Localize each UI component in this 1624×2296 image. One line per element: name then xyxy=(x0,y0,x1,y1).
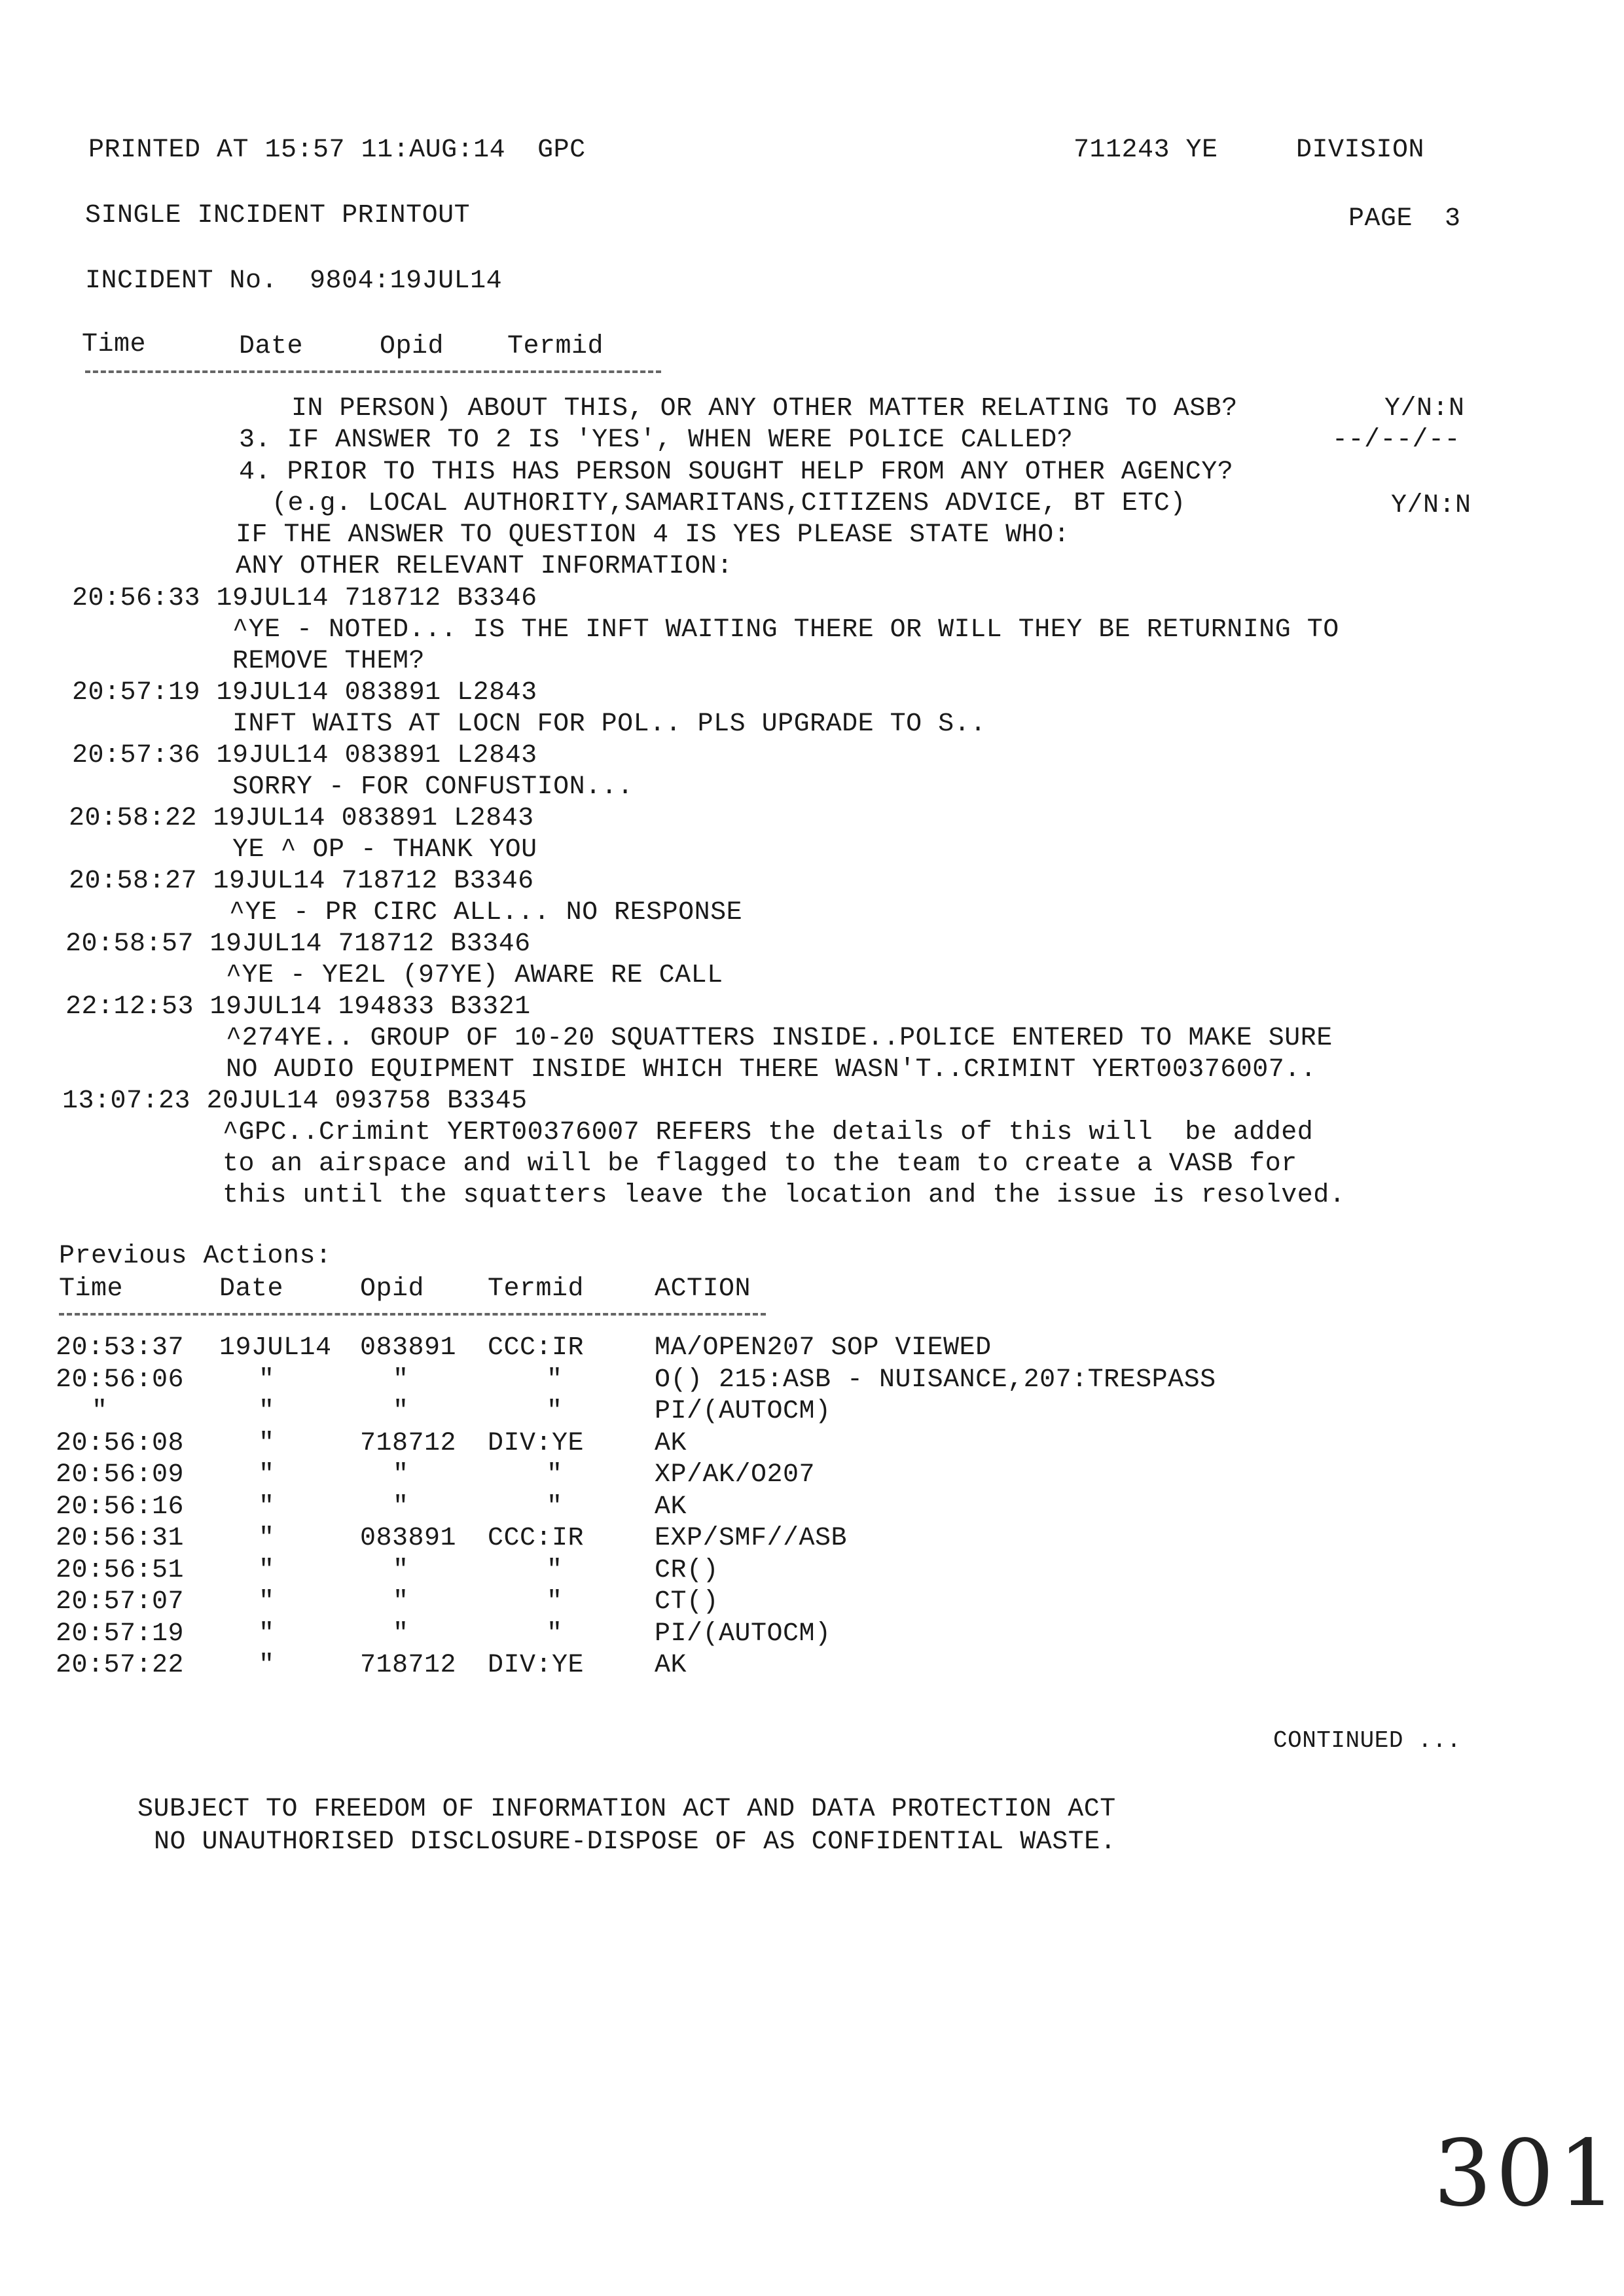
log-entry-stamp: 20:57:19 19JUL14 083891 L2843 xyxy=(72,678,537,708)
action-cell-time: 20:56:31 xyxy=(56,1524,185,1553)
action-cell-termid: " xyxy=(547,1460,563,1490)
continued-label: CONTINUED ... xyxy=(1273,1727,1462,1754)
action-cell-action: PI/(AUTOCM) xyxy=(655,1619,831,1649)
actions-col-time: Time xyxy=(59,1274,124,1304)
log-entry-text: ^YE - NOTED... IS THE INFT WAITING THERE OR WILL THEY BE RETURNING TO xyxy=(232,615,1339,645)
log-entry-stamp: 20:58:27 19JUL14 718712 B3346 xyxy=(69,867,534,896)
action-cell-action: O() 215:ASB - NUISANCE,207:TRESPASS xyxy=(655,1365,1216,1395)
action-cell-opid: 083891 xyxy=(360,1333,457,1363)
action-cell-time: 20:56:51 xyxy=(56,1555,185,1585)
action-cell-opid: " xyxy=(393,1460,409,1490)
action-cell-opid: " xyxy=(393,1587,409,1617)
question-line: 4. PRIOR TO THIS HAS PERSON SOUGHT HELP FROM ANY OTHER AGENCY? xyxy=(239,457,1234,487)
action-cell-termid: " xyxy=(547,1492,563,1522)
action-cell-termid: DIV:YE xyxy=(488,1428,585,1458)
question-line: IN PERSON) ABOUT THIS, OR ANY OTHER MATTER RELATING TO ASB? xyxy=(291,394,1238,423)
incident-number: INCIDENT No. 9804:19JUL14 xyxy=(85,266,503,296)
action-cell-termid: " xyxy=(547,1365,563,1395)
actions-col-termid: Termid xyxy=(488,1274,585,1304)
action-cell-date: " xyxy=(259,1555,275,1585)
action-cell-date: " xyxy=(259,1587,275,1617)
footer-notice-line: NO UNAUTHORISED DISCLOSURE-DISPOSE OF AS CONFIDENTIAL WASTE. xyxy=(154,1827,1117,1857)
previous-actions-heading: Previous Actions: xyxy=(59,1242,332,1271)
log-entry-text: ^YE - PR CIRC ALL... NO RESPONSE xyxy=(229,898,743,927)
division-label: DIVISION xyxy=(1296,135,1425,165)
log-entry-stamp: 22:12:53 19JUL14 194833 B3321 xyxy=(65,992,531,1022)
log-entry-stamp: 20:57:36 19JUL14 083891 L2843 xyxy=(72,741,537,770)
action-cell-termid: " xyxy=(547,1555,563,1585)
action-cell-date: " xyxy=(259,1365,275,1395)
action-cell-date: " xyxy=(259,1428,275,1458)
log-entry-stamp: 20:56:33 19JUL14 718712 B3346 xyxy=(72,584,537,613)
question-line: 3. IF ANSWER TO 2 IS 'YES', WHEN WERE POLICE CALLED? xyxy=(239,425,1074,455)
action-cell-date: " xyxy=(259,1619,275,1649)
actions-header-rule xyxy=(59,1309,766,1316)
question-answer: --/--/-- xyxy=(1332,425,1461,455)
log-entry-text: NO AUDIO EQUIPMENT INSIDE WHICH THERE WASN'T..CRIMINT YERT00376007.. xyxy=(226,1055,1317,1085)
log-entry-text: REMOVE THEM? xyxy=(232,647,425,676)
action-cell-opid: 083891 xyxy=(360,1524,457,1553)
action-cell-date: " xyxy=(259,1492,275,1522)
log-header-rule xyxy=(85,367,661,373)
action-cell-termid: " xyxy=(547,1397,563,1426)
action-cell-date: " xyxy=(259,1651,275,1680)
question-line: (e.g. LOCAL AUTHORITY,SAMARITANS,CITIZENS ADVICE, BT ETC) xyxy=(272,489,1186,518)
handwritten-page-number: 301 xyxy=(1434,2121,1621,2227)
reference-number: 711243 YE xyxy=(1074,135,1218,165)
question-line: ANY OTHER RELEVANT INFORMATION: xyxy=(236,552,733,581)
actions-col-date: Date xyxy=(219,1274,284,1304)
log-entry-text: this until the squatters leave the location and the issue is resolved. xyxy=(223,1181,1346,1210)
log-entry-text: YE ^ OP - THANK YOU xyxy=(232,835,537,865)
actions-col-opid: Opid xyxy=(360,1274,425,1304)
action-cell-action: PI/(AUTOCM) xyxy=(655,1397,831,1426)
log-col-opid: Opid xyxy=(380,332,444,361)
log-entry-text: INFT WAITS AT LOCN FOR POL.. PLS UPGRADE TO S.. xyxy=(232,709,986,739)
log-entry-text: ^274YE.. GROUP OF 10-20 SQUATTERS INSIDE..POLICE ENTERED TO MAKE SURE xyxy=(226,1024,1333,1053)
action-cell-termid: DIV:YE xyxy=(488,1651,585,1680)
log-entry-text: ^GPC..Crimint YERT00376007 REFERS the details of this will be added xyxy=(223,1118,1314,1147)
actions-col-action: ACTION xyxy=(655,1274,751,1304)
action-cell-opid: " xyxy=(393,1397,409,1426)
action-cell-termid: CCC:IR xyxy=(488,1524,585,1553)
action-cell-time: " xyxy=(92,1397,108,1426)
action-cell-action: CR() xyxy=(655,1555,719,1585)
action-cell-termid: " xyxy=(547,1587,563,1617)
action-cell-date: 19JUL14 xyxy=(219,1333,332,1363)
action-cell-action: AK xyxy=(655,1651,687,1680)
action-cell-action: EXP/SMF//ASB xyxy=(655,1524,848,1553)
action-cell-time: 20:57:19 xyxy=(56,1619,185,1649)
log-col-termid: Termid xyxy=(507,332,604,361)
action-cell-time: 20:57:07 xyxy=(56,1587,185,1617)
printed-at: PRINTED AT 15:57 11:AUG:14 GPC xyxy=(88,135,586,165)
page-number: PAGE 3 xyxy=(1348,204,1461,234)
action-cell-action: AK xyxy=(655,1492,687,1522)
log-col-time: Time xyxy=(82,330,147,359)
question-answer: Y/N:N xyxy=(1391,491,1471,520)
action-cell-opid: 718712 xyxy=(360,1428,457,1458)
question-answer: Y/N:N xyxy=(1384,394,1465,423)
action-cell-action: CT() xyxy=(655,1587,719,1617)
action-cell-time: 20:56:06 xyxy=(56,1365,185,1395)
document-title: SINGLE INCIDENT PRINTOUT xyxy=(85,201,471,230)
action-cell-time: 20:53:37 xyxy=(56,1333,185,1363)
footer-notice-line: SUBJECT TO FREEDOM OF INFORMATION ACT AND DATA PROTECTION ACT xyxy=(137,1795,1116,1824)
action-cell-action: XP/AK/O207 xyxy=(655,1460,816,1490)
action-cell-opid: " xyxy=(393,1365,409,1395)
action-cell-time: 20:57:22 xyxy=(56,1651,185,1680)
log-entry-text: SORRY - FOR CONFUSTION... xyxy=(232,772,634,802)
action-cell-action: MA/OPEN207 SOP VIEWED xyxy=(655,1333,992,1363)
log-entry-stamp: 20:58:57 19JUL14 718712 B3346 xyxy=(65,929,531,959)
action-cell-termid: CCC:IR xyxy=(488,1333,585,1363)
action-cell-opid: " xyxy=(393,1555,409,1585)
log-entry-text: ^YE - YE2L (97YE) AWARE RE CALL xyxy=(226,961,723,990)
action-cell-date: " xyxy=(259,1460,275,1490)
action-cell-date: " xyxy=(259,1524,275,1553)
action-cell-time: 20:56:16 xyxy=(56,1492,185,1522)
log-entry-stamp: 20:58:22 19JUL14 083891 L2843 xyxy=(69,804,534,833)
log-entry-stamp: 13:07:23 20JUL14 093758 B3345 xyxy=(62,1086,528,1116)
action-cell-termid: " xyxy=(547,1619,563,1649)
action-cell-opid: " xyxy=(393,1492,409,1522)
log-entry-text: to an airspace and will be flagged to the team to create a VASB for xyxy=(223,1149,1297,1179)
action-cell-opid: " xyxy=(393,1619,409,1649)
action-cell-time: 20:56:08 xyxy=(56,1428,185,1458)
question-line: IF THE ANSWER TO QUESTION 4 IS YES PLEASE STATE WHO: xyxy=(236,520,1070,550)
action-cell-date: " xyxy=(259,1397,275,1426)
log-col-date: Date xyxy=(239,332,304,361)
action-cell-opid: 718712 xyxy=(360,1651,457,1680)
action-cell-time: 20:56:09 xyxy=(56,1460,185,1490)
action-cell-action: AK xyxy=(655,1428,687,1458)
